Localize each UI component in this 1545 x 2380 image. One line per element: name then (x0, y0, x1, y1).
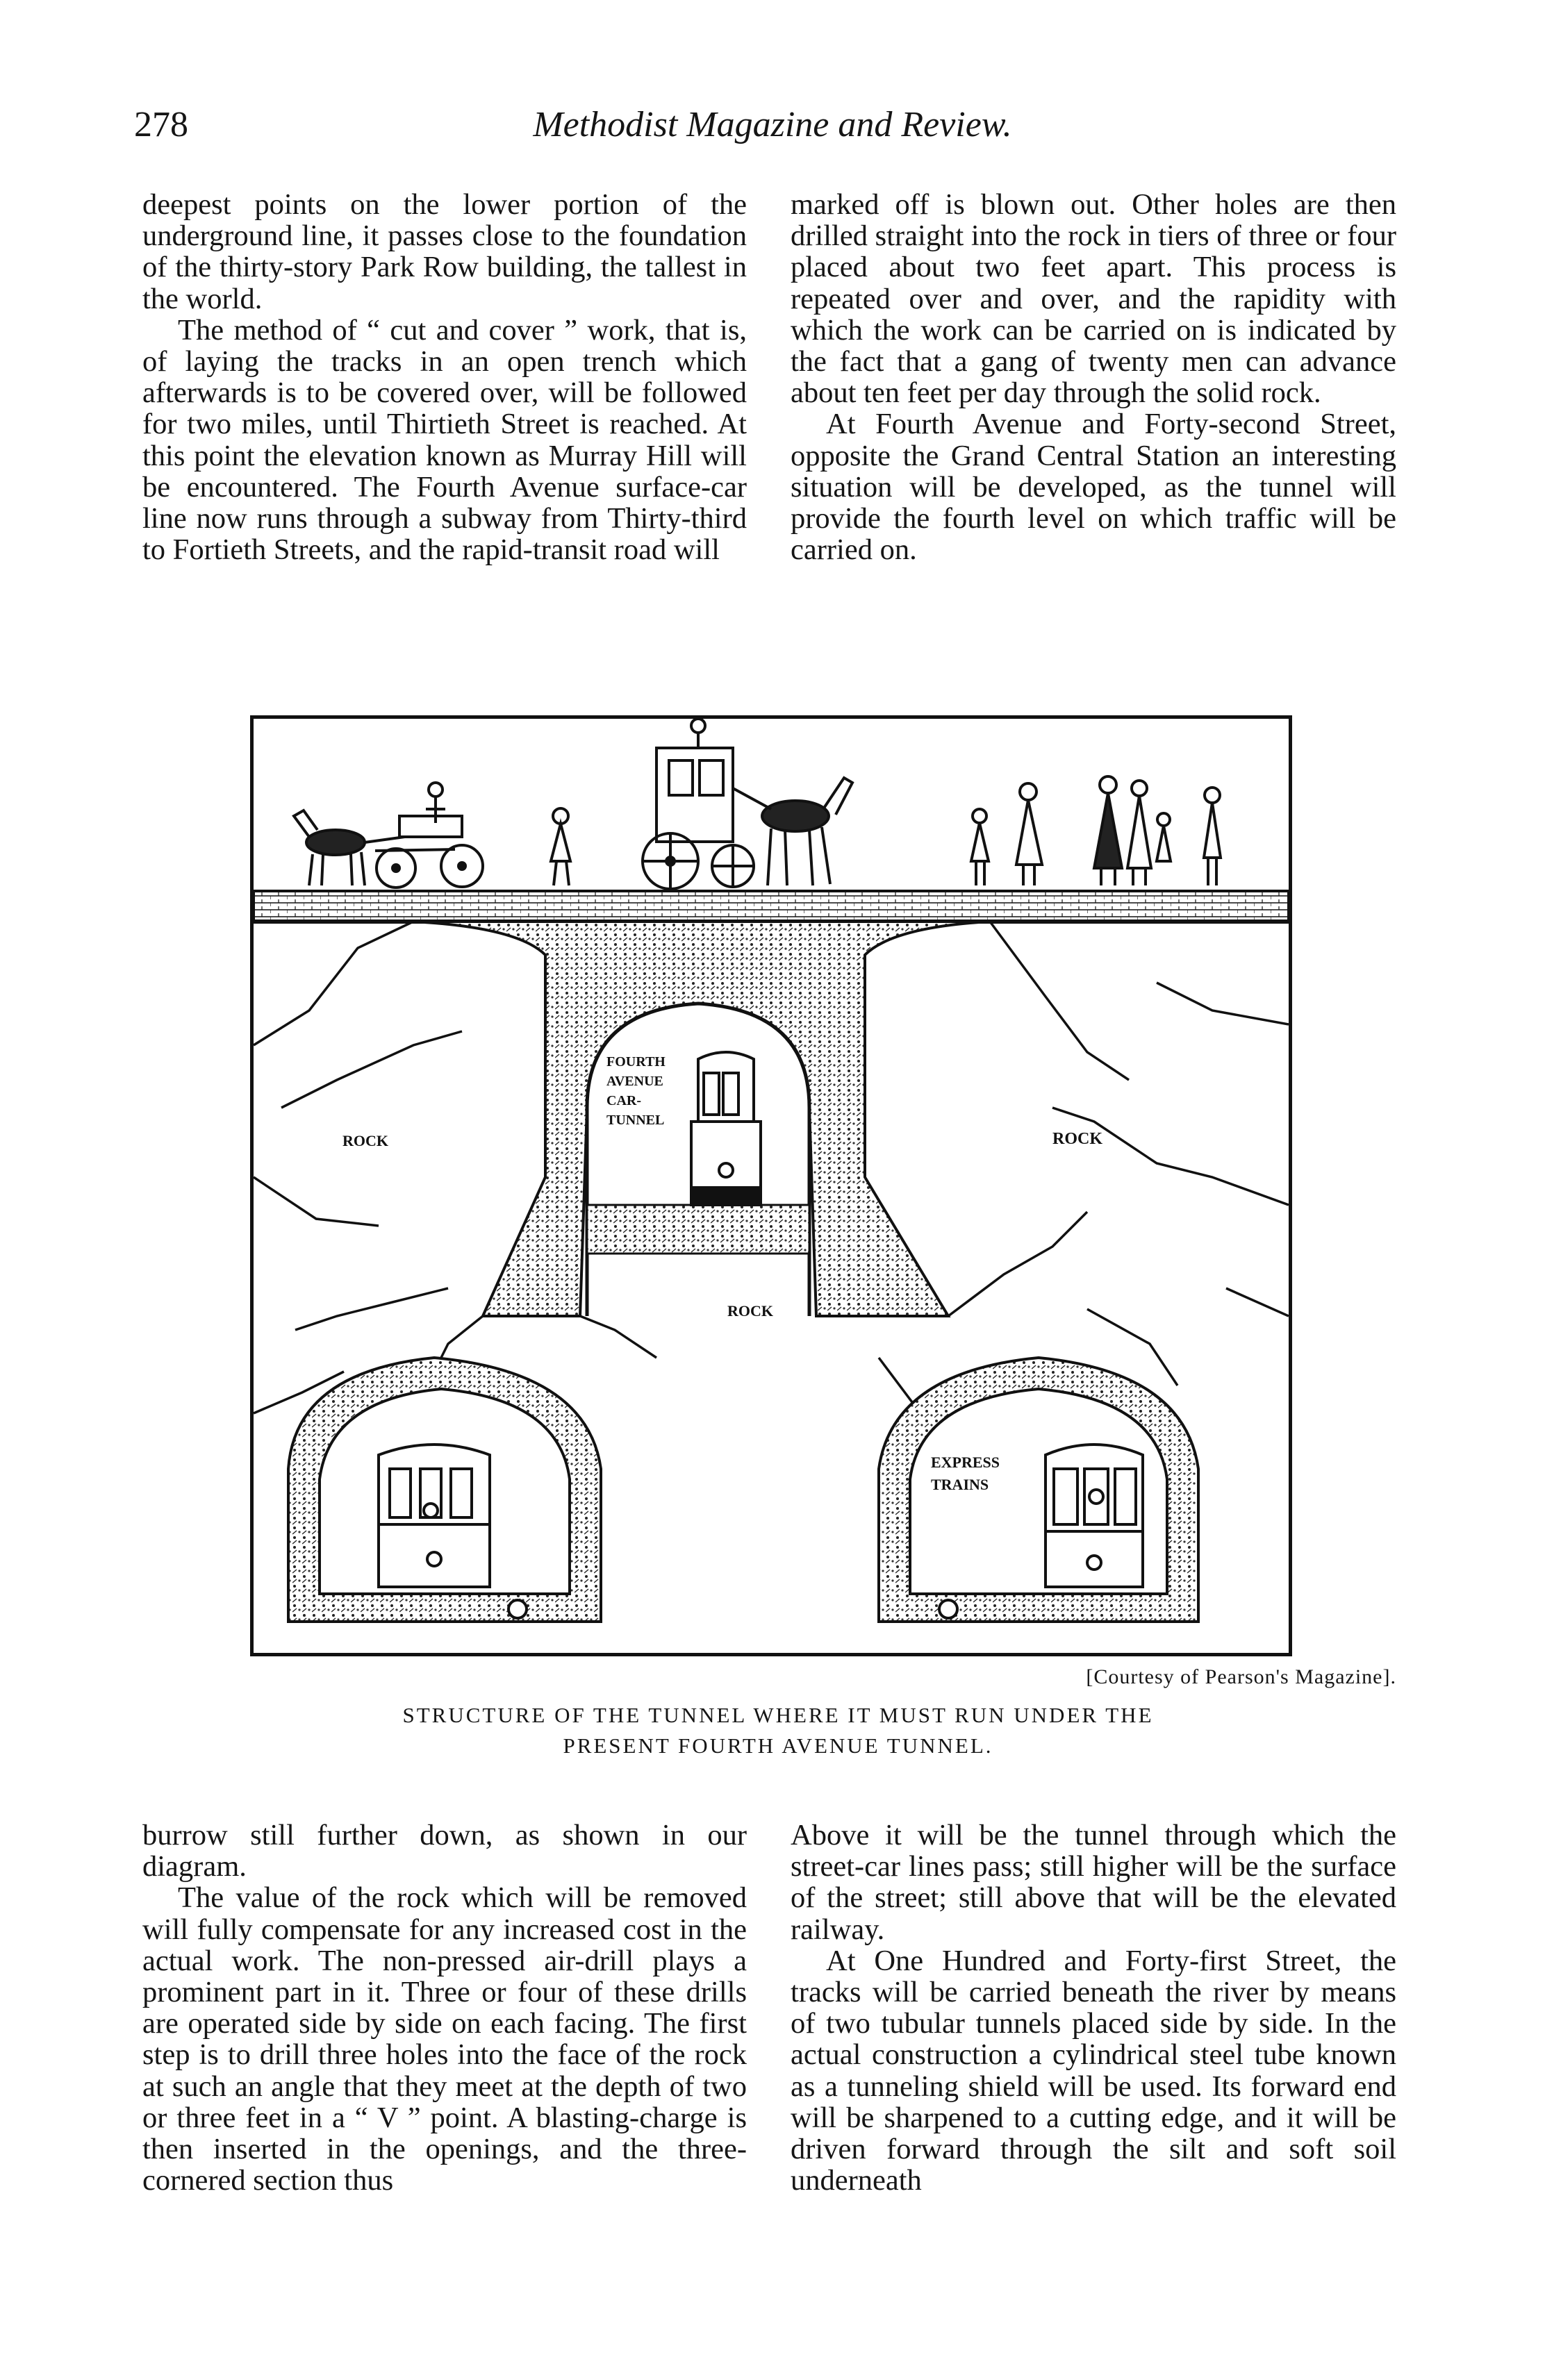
pedestrians-right (971, 776, 1221, 885)
paragraph: The method of “ cut and cover ” work, that is, of laying the tracks in an open trench which afterwards is to be covered over, will be followed for two miles, until Thirtieth Street is reached. At this point the elevation known as Murray Hill will be encountered. The Fourth Avenue surface-car line now runs through a subway from Thirty-third to Fortieth Streets, and the rapid-transit road will (142, 313, 747, 567)
paragraph: marked off is blown out. Other holes are then drilled straight into the rock in tiers of three or four placed about two feet apart. This process is repeated over and over, and the rapidity with which the work can be carried on is indicated by the fact that a gang of twenty men can advance about ten feet per day through the solid rock. (791, 188, 1396, 410)
running-title: Methodist Magazine and Review. (533, 105, 1012, 144)
paragraph: At Fourth Avenue and Forty-second Street, opposite the Grand Central Station an interesting situation will be developed, as the tunnel will provide the fourth level on which traffic will be carried on. (791, 408, 1396, 567)
label-tunnel: TUNNEL (606, 1113, 665, 1128)
pedestrian (551, 808, 570, 885)
figure-caption (292, 1700, 1264, 1761)
page-header (134, 104, 1411, 160)
label-avenue: AVENUE (606, 1074, 663, 1089)
label-fourth: FOURTH (606, 1054, 666, 1070)
label-express: EXPRESS (931, 1454, 1000, 1471)
label-trains: TRAINS (931, 1476, 989, 1493)
streetcar-lower-right (1046, 1445, 1143, 1587)
column-top-left (142, 189, 747, 565)
upper-tunnel (413, 922, 990, 1316)
caption-line: PRESENT FOURTH AVENUE TUNNEL. (563, 1733, 993, 1758)
streetcar-upper (691, 1052, 761, 1205)
label-rock-left: ROCK (342, 1132, 388, 1149)
column-top-right (791, 189, 1396, 565)
paragraph: At One Hundred and Forty-first Street, the tracks will be carried beneath the river by means of two tubular tunnels placed side by side. In the actual construction a cylindrical steel tube known as a tunneling shield will be used. Its forward end will be sharpened to a cutting edge, and it will be driven forward through the silt and soft soil underneath (791, 1944, 1396, 2197)
label-rock-center: ROCK (727, 1302, 773, 1320)
paragraph: Above it will be the tunnel through which the street-car lines pass; still higher will be the surface of the street; still above that will be the elevated railway. (791, 1819, 1396, 1946)
tunnel-illustration (250, 715, 1292, 1656)
column-bottom-right (791, 1820, 1396, 2196)
streetcar-lower-left (379, 1445, 490, 1587)
horse-cart (294, 783, 483, 888)
lower-left-tunnel (288, 1358, 601, 1622)
lower-right-tunnel (879, 1358, 1198, 1622)
paragraph: deepest points on the lower portion of the underground line, it passes close to the foundation of the thirty-story Park Row building, the tallest in the world. (142, 188, 747, 315)
street-surface (254, 891, 1289, 922)
paragraph: The value of the rock which will be removed will fully compensate for any increased cost in the actual work. The non-pressed air-drill plays a prominent part in it. Three or four of these drills are operated side by side on each facing. The first step is to drill three holes into the face of the rock at such an angle that they meet at the depth of two or three feet in a “ V ” point. A blasting-charge is then inserted in the openings, and the three-cornered section thus (142, 1881, 747, 2197)
horse-carriage (643, 719, 852, 889)
label-rock-right: ROCK (1052, 1130, 1102, 1148)
column-bottom-left (142, 1820, 747, 2196)
paragraph: burrow still further down, as shown in our diagram. (142, 1819, 747, 1883)
street-traffic (294, 719, 1221, 889)
caption-line: STRUCTURE OF THE TUNNEL WHERE IT MUST RUN UNDER THE (402, 1703, 1154, 1727)
page-number: 278 (134, 105, 188, 144)
image-credit: [Courtesy of Pearson's Magazine]. (1086, 1665, 1396, 1688)
label-car: CAR- (606, 1093, 641, 1108)
tunnel-diagram (254, 719, 1289, 1653)
